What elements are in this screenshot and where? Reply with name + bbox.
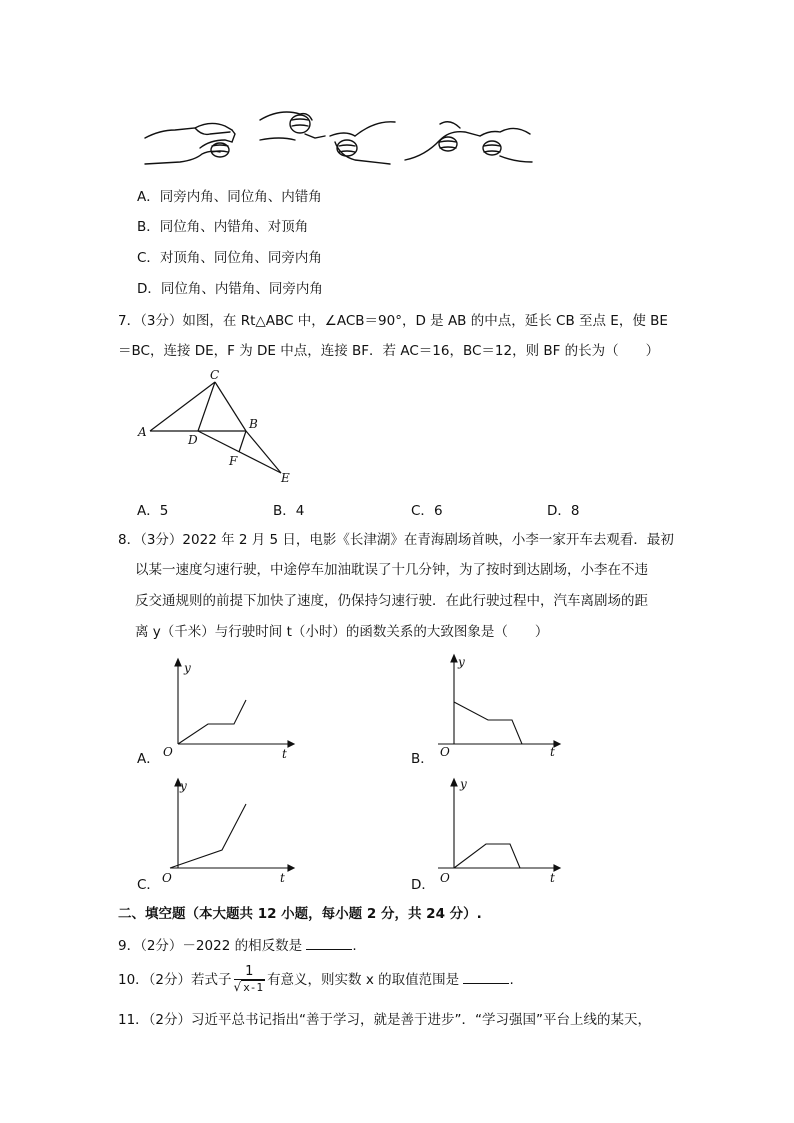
svg-text:O: O bbox=[163, 745, 173, 759]
q6-option-c: C．对顶角、同位角、同旁内角 bbox=[137, 250, 322, 266]
svg-text:y: y bbox=[184, 661, 191, 675]
q7-point-a: A bbox=[138, 425, 147, 439]
q8-graph-c bbox=[160, 776, 295, 884]
q7-point-e: E bbox=[281, 471, 290, 485]
q9-answer-blank[interactable] bbox=[306, 935, 352, 950]
q8-graph-a bbox=[160, 658, 295, 761]
q7-point-c: C bbox=[210, 368, 220, 382]
q8-option-b-label: B． bbox=[411, 751, 434, 767]
q8-graph-d bbox=[436, 776, 566, 884]
q8-stem-line4: 离 y（千米）与行驶时间 t（小时）的函数关系的大致图象是（ ） bbox=[135, 624, 549, 640]
q7-triangle-figure bbox=[138, 368, 298, 486]
svg-text:t: t bbox=[282, 747, 287, 761]
q10-fraction: $\frac{1}{√ x-1}$ bbox=[233, 964, 264, 994]
q8-option-a-label: A． bbox=[137, 751, 160, 767]
q7-point-f: F bbox=[229, 454, 238, 468]
svg-text:y: y bbox=[458, 655, 465, 669]
svg-text:O: O bbox=[440, 745, 450, 759]
svg-text:y: y bbox=[180, 779, 187, 793]
svg-text:t: t bbox=[550, 745, 555, 759]
q7-stem-line2: ＝BC，连接 DE，F 为 DE 中点，连接 BF．若 AC＝16，BC＝12，则 BF 的长为（ ） bbox=[118, 343, 660, 359]
q8-stem-line1: 8．（3分）2022 年 2 月 5 日，电影《长津湖》在青海剧场首映，小李一家开车去观看．最初 bbox=[118, 532, 674, 548]
q6-option-b: B．同位角、内错角、对顶角 bbox=[137, 219, 309, 235]
svg-text:t: t bbox=[550, 871, 555, 885]
q8-option-d-label: D． bbox=[411, 877, 435, 893]
svg-text:O: O bbox=[162, 871, 172, 885]
q6-option-d: D．同位角、内错角、同旁内角 bbox=[137, 281, 323, 297]
q10: 10．（2分）若式子 $\frac{1}{√ x-1}$ 有意义，则实数 x 的取值范围是 . bbox=[118, 964, 514, 994]
q11: 11．（2分）习近平总书记指出“善于学习，就是善于进步”．“学习强国”平台上线的某天， bbox=[118, 1012, 651, 1028]
hand-gestures-figure bbox=[140, 100, 535, 170]
q7-option-a: A．5 bbox=[137, 503, 169, 519]
q7-stem-line1: 7．（3分）如图，在 Rt△ABC 中，∠ACB＝90°，D 是 AB 的中点，延长 CB 至点 E，使 BE bbox=[118, 313, 668, 329]
svg-text:t: t bbox=[280, 871, 285, 885]
svg-text:y: y bbox=[460, 777, 467, 791]
q7-option-d: D．8 bbox=[547, 503, 580, 519]
q8-option-c-label: C． bbox=[137, 877, 160, 893]
q7-point-b: B bbox=[249, 417, 258, 431]
q8-graph-b bbox=[436, 652, 566, 758]
svg-text:O: O bbox=[440, 871, 450, 885]
q9: 9．（2分）－2022 的相反数是 . bbox=[118, 935, 357, 956]
q7-option-b: B．4 bbox=[273, 503, 305, 519]
section-2-heading: 二、填空题（本大题共 12 小题，每小题 2 分，共 24 分）. bbox=[118, 906, 482, 922]
q8-stem-line2: 以某一速度匀速行驶，中途停车加油耽误了十几分钟，为了按时到达剧场，小李在不违 bbox=[135, 562, 648, 578]
q7-point-d: D bbox=[188, 433, 198, 447]
q8-stem-line3: 反交通规则的前提下加快了速度，仍保持匀速行驶．在此行驶过程中，汽车离剧场的距 bbox=[135, 593, 648, 609]
q6-option-a: A．同旁内角、同位角、内错角 bbox=[137, 189, 322, 205]
q10-answer-blank[interactable] bbox=[463, 969, 509, 984]
q7-option-c: C．6 bbox=[411, 503, 443, 519]
